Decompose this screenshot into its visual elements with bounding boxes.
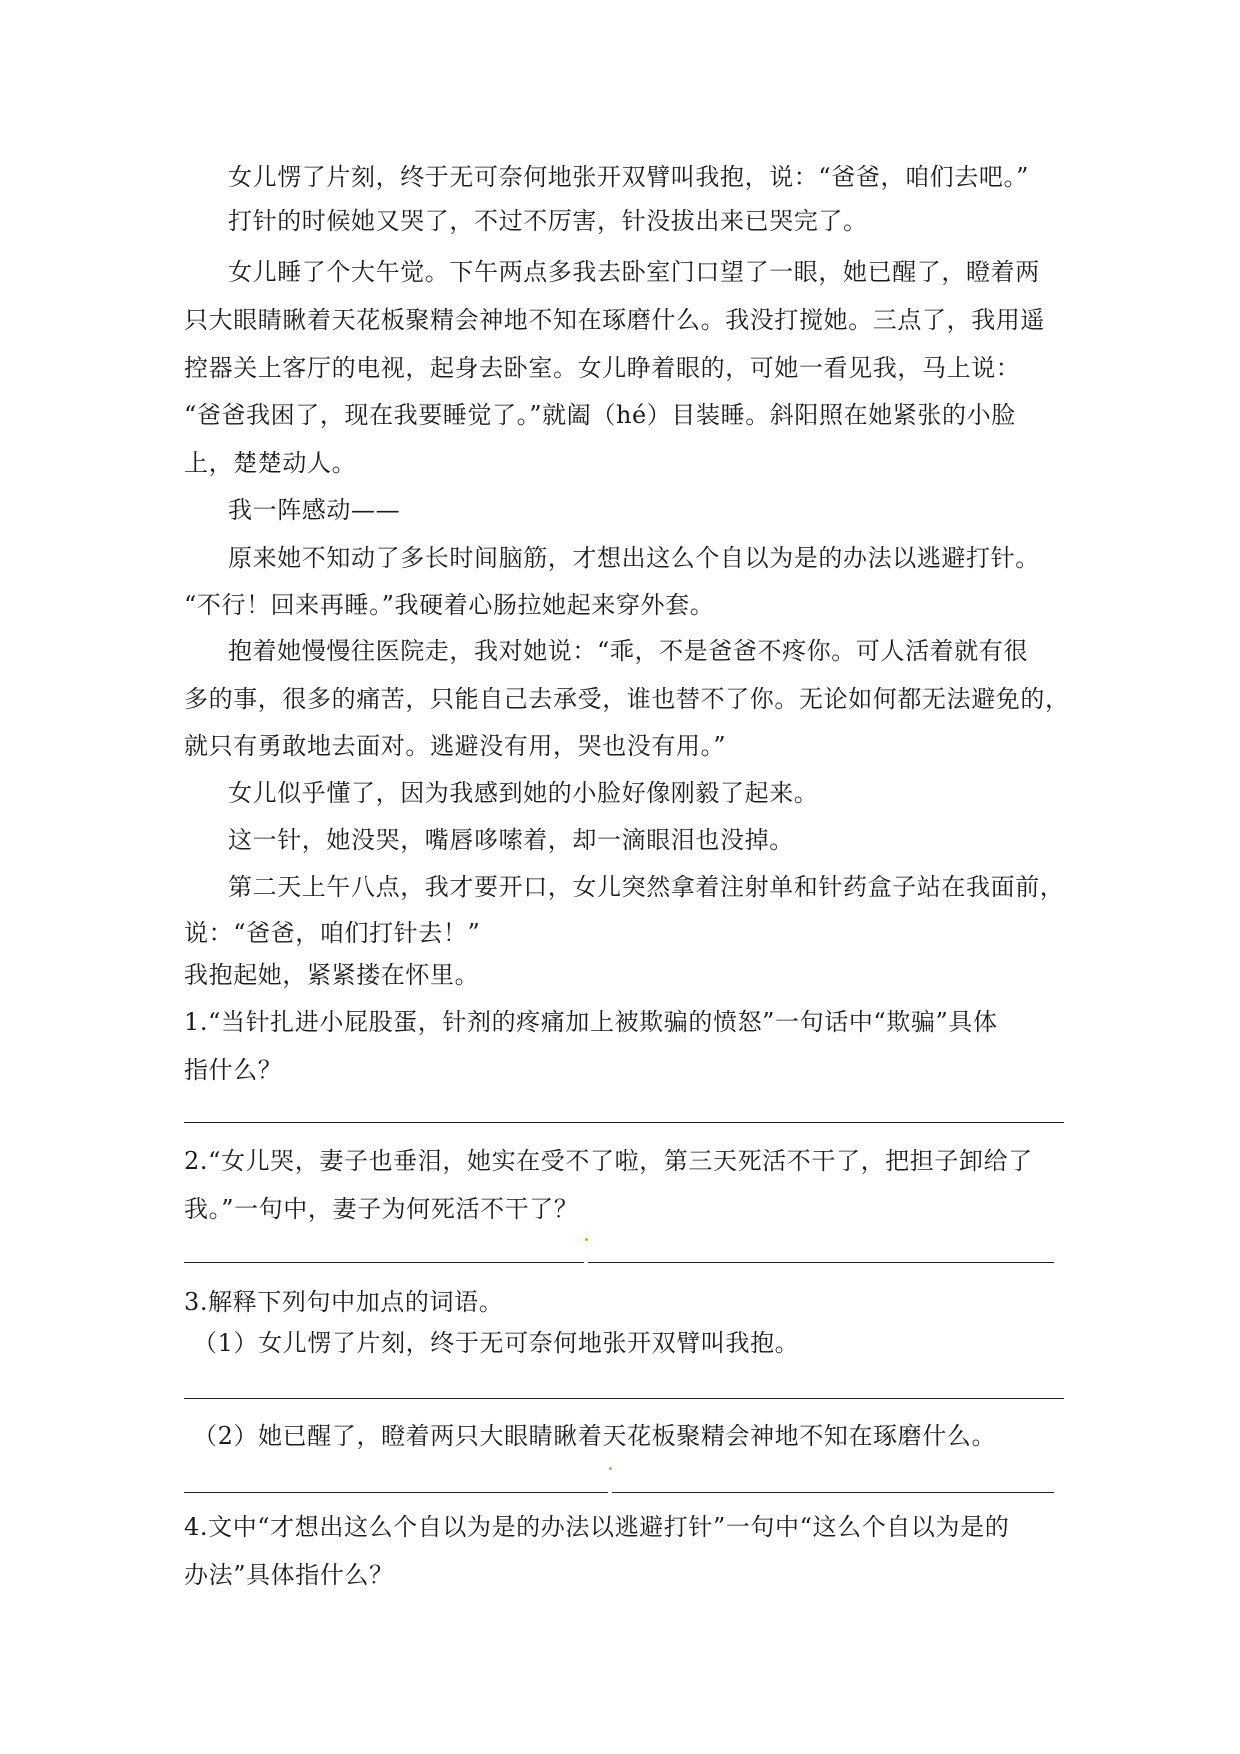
question-2-text: 2.“女儿哭，妻子也垂泪，她实在受不了啦，第三天死活不干了，把担子卸给了 — [184, 1147, 1033, 1175]
passage-line: 女儿睡了个大午觉。下午两点多我去卧室门口望了一眼，她已醒了，瞪着两 — [228, 258, 1040, 286]
question-3-title: 3.解释下列句中加点的词语。 — [184, 1288, 504, 1316]
passage-line: 多的事，很多的痛苦，只能自己去承受，谁也替不了你。无论如何都无法避免的， — [184, 685, 1070, 713]
passage-line: “爸爸我困了，现在我要睡觉了。”就阖（hé）目装睡。斜阳照在她紧张的小脸 — [184, 401, 1016, 429]
passage-line: 原来她不知动了多长时间脑筋，才想出这么个自以为是的办法以逃避打针。 — [228, 544, 1040, 572]
passage-line: 第二天上午八点，我才要开口，女儿突然拿着注射单和针药盒子站在我面前， — [228, 873, 1065, 901]
passage-line: 控器关上客厅的电视，起身去卧室。女儿睁着眼的，可她一看见我，马上说： — [184, 354, 1021, 382]
answer-line-3-2b[interactable] — [612, 1492, 1054, 1493]
passage-line: 女儿似乎懂了，因为我感到她的小脸好像刚毅了起来。 — [228, 779, 819, 807]
question-1-text: 1.“当针扎进小屁股蛋，针剂的疼痛加上被欺骗的愤怒”一句话中“欺骗”具体 — [184, 1008, 998, 1036]
answer-line-1[interactable] — [184, 1122, 1064, 1123]
passage-line: 我一阵感动—— — [228, 496, 401, 524]
passage-line: 上，楚楚动人。 — [184, 449, 357, 477]
question-1-text: 指什么？ — [184, 1056, 283, 1084]
question-2-text: 我。”一句中，妻子为何死活不干了？ — [184, 1195, 579, 1223]
passage-line: 说：“爸爸，咱们打针去！” — [184, 919, 481, 947]
passage-line: 就只有勇敢地去面对。逃避没有用，哭也没有用。” — [184, 732, 727, 760]
question-4-text: 4.文中“才想出这么个自以为是的办法以逃避打针”一句中“这么个自以为是的 — [184, 1513, 1010, 1541]
passage-line: 抱着她慢慢往医院走，我对她说：“乖，不是爸爸不疼你。可人活着就有很 — [228, 637, 1029, 665]
question-3-sub-2: （2）她已醒了，瞪着两只大眼睛瞅着天花板聚精会神地不知在琢磨什么。 — [193, 1422, 997, 1450]
passage-line: 我抱起她，紧紧搂在怀里。 — [184, 961, 480, 989]
answer-line-3-2a[interactable] — [184, 1492, 608, 1493]
passage-line: “不行！回来再睡。”我硬着心肠拉她起来穿外套。 — [184, 591, 715, 619]
decoration-dot — [609, 1467, 612, 1470]
passage-line: 女儿愣了片刻，终于无可奈何地张开双臂叫我抱，说：“爸爸，咱们去吧。” — [228, 163, 1029, 191]
passage-line: 这一针，她没哭，嘴唇哆嗦着，却一滴眼泪也没掉。 — [228, 826, 794, 854]
answer-line-2b[interactable] — [588, 1262, 1054, 1263]
passage-line: 只大眼睛瞅着天花板聚精会神地不知在琢磨什么。我没打搅她。三点了，我用遥 — [184, 306, 1045, 334]
answer-line-2a[interactable] — [184, 1262, 584, 1263]
answer-line-3-1[interactable] — [184, 1398, 1064, 1399]
passage-line: 打针的时候她又哭了，不过不厉害，针没拔出来已哭完了。 — [228, 207, 868, 235]
decoration-dot — [585, 1238, 588, 1241]
question-4-text: 办法”具体指什么？ — [184, 1561, 394, 1589]
question-3-sub-1: （1）女儿愣了片刻，终于无可奈何地张开双臂叫我抱。 — [193, 1329, 800, 1357]
